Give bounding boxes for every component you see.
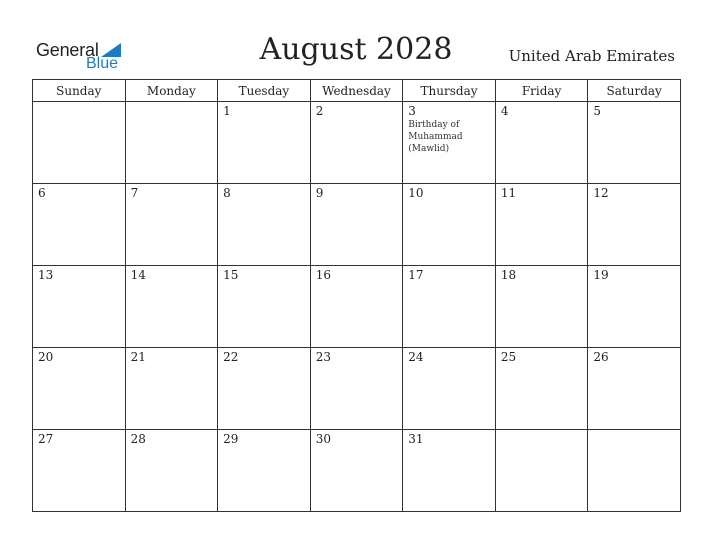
logo-word-blue: Blue (86, 55, 119, 72)
calendar-grid (32, 79, 681, 512)
day-number: 6 (38, 186, 46, 200)
week-row (33, 184, 681, 266)
day-cell (403, 102, 496, 184)
day-number: 12 (593, 186, 609, 200)
day-cell (125, 266, 218, 348)
day-number: 30 (315, 432, 331, 446)
day-number: 3 (408, 104, 416, 118)
day-cell (310, 102, 403, 184)
day-cell (495, 266, 588, 348)
weekday-header: Sunday (33, 80, 126, 102)
day-number: 1 (223, 104, 231, 118)
day-cell (310, 184, 403, 266)
weekday-header-row (33, 80, 681, 102)
day-cell (588, 266, 681, 348)
day-cell (588, 102, 681, 184)
day-number: 22 (223, 350, 239, 364)
day-number: 5 (593, 104, 602, 118)
day-number: 20 (38, 350, 54, 364)
day-number: 29 (223, 432, 239, 446)
weekday-header: Monday (125, 80, 218, 102)
day-cell (403, 184, 496, 266)
day-number: 9 (315, 186, 324, 200)
day-number: 26 (593, 350, 609, 364)
day-number: 15 (223, 268, 239, 282)
weekday-header: Wednesday (310, 80, 403, 102)
day-number: 27 (38, 432, 54, 446)
day-cell (218, 102, 311, 184)
holiday-event: Birthday of Muhammad (Mawlid) (408, 120, 463, 154)
day-cell (495, 102, 588, 184)
week-row (33, 430, 681, 512)
day-number: 13 (38, 268, 54, 282)
day-cell (33, 102, 126, 184)
day-cell (495, 430, 588, 512)
day-cell (310, 348, 403, 430)
day-cell (495, 184, 588, 266)
day-cell (125, 102, 218, 184)
day-number: 10 (408, 186, 424, 200)
day-number: 18 (500, 268, 517, 282)
day-cell (218, 348, 311, 430)
day-cell (125, 348, 218, 430)
day-cell (588, 430, 681, 512)
weekday-header: Tuesday (218, 80, 311, 102)
day-number: 2 (315, 104, 324, 118)
weekday-header: Friday (495, 80, 588, 102)
day-number: 7 (130, 186, 139, 200)
day-cell (218, 184, 311, 266)
day-cell (310, 430, 403, 512)
day-number: 28 (130, 432, 146, 446)
day-cell (310, 266, 403, 348)
week-row (33, 266, 681, 348)
day-number: 24 (408, 350, 424, 364)
day-cell (403, 266, 496, 348)
day-number: 25 (500, 350, 517, 364)
week-row (33, 348, 681, 430)
day-number: 4 (500, 104, 509, 118)
country-label: United Arab Emirates (508, 47, 675, 65)
day-cell (218, 266, 311, 348)
day-cell (218, 430, 311, 512)
logo-word-general: General (36, 40, 99, 60)
day-number: 16 (315, 268, 331, 282)
day-number: 21 (130, 350, 146, 364)
day-cell (588, 348, 681, 430)
calendar-title: August 2028 (259, 32, 453, 67)
day-cell (403, 348, 496, 430)
day-cell (33, 430, 126, 512)
day-cell (403, 430, 496, 512)
day-number: 23 (315, 350, 331, 364)
day-cell (495, 348, 588, 430)
day-number: 17 (408, 268, 424, 282)
day-cell (588, 184, 681, 266)
day-number: 19 (593, 268, 609, 282)
day-cell (33, 348, 126, 430)
day-cell (33, 266, 126, 348)
day-number: 8 (223, 186, 231, 200)
weekday-header: Thursday (403, 80, 496, 102)
day-number: 31 (408, 432, 424, 446)
day-cell (125, 184, 218, 266)
day-cell (125, 430, 218, 512)
weekday-header: Saturday (588, 80, 681, 102)
day-cell (33, 184, 126, 266)
day-number: 11 (500, 186, 517, 200)
day-number: 14 (130, 268, 146, 282)
week-row (33, 102, 681, 184)
